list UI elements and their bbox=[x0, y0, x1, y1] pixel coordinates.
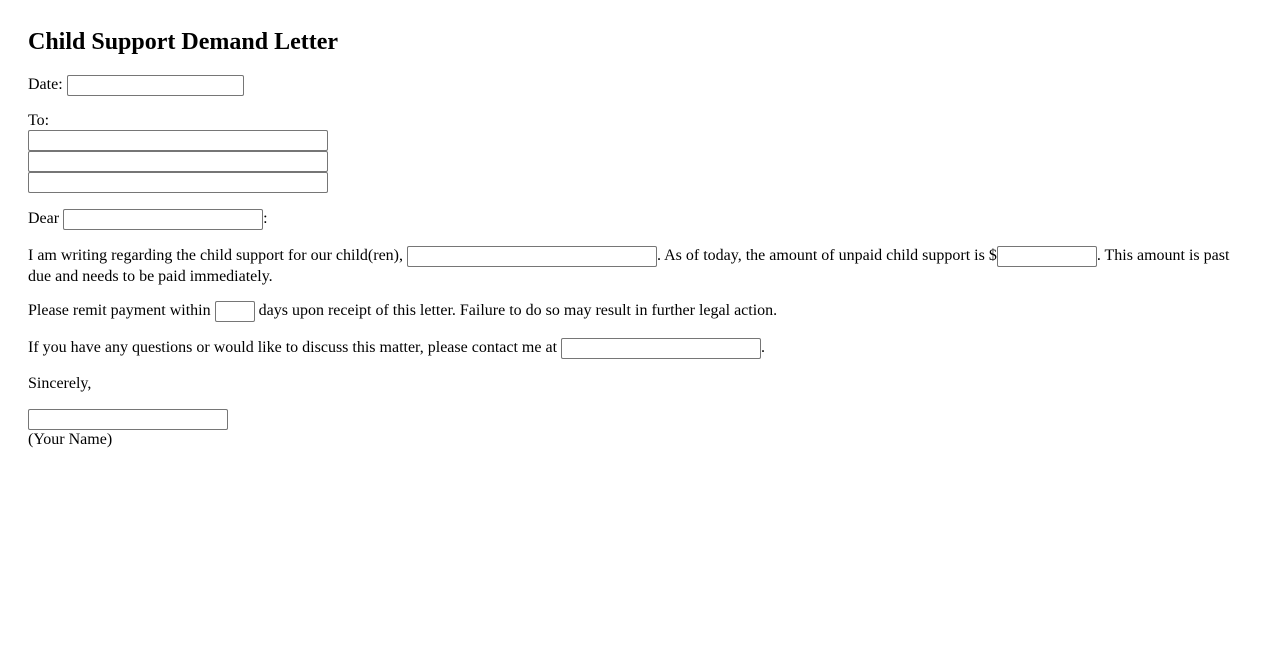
para3-suffix: . bbox=[761, 339, 766, 357]
paragraph-payment-deadline bbox=[28, 301, 777, 322]
amount-owed-input[interactable] bbox=[997, 246, 1097, 267]
salutation-row bbox=[28, 209, 268, 230]
days-input[interactable] bbox=[215, 301, 255, 322]
recipient-line-3-input[interactable] bbox=[28, 172, 328, 193]
dear-suffix: : bbox=[263, 210, 268, 228]
recipient-address-block bbox=[28, 130, 328, 193]
page-title: Child Support Demand Letter bbox=[28, 29, 339, 55]
your-name-input[interactable] bbox=[28, 409, 228, 430]
date-label: Date: bbox=[28, 76, 63, 94]
date-row bbox=[28, 75, 244, 96]
paragraph-amount-owed bbox=[28, 246, 1250, 287]
recipient-line-2-input[interactable] bbox=[28, 151, 328, 172]
paragraph-contact bbox=[28, 338, 765, 359]
your-name-caption: (Your Name) bbox=[28, 431, 113, 448]
para1-text-2: . As of today, the amount of unpaid child support is $ bbox=[657, 247, 997, 265]
recipient-line-1-input[interactable] bbox=[28, 130, 328, 151]
recipient-name-input[interactable] bbox=[63, 209, 263, 230]
para3-text-1: If you have any questions or would like to discuss this matter, please contact me at bbox=[28, 339, 558, 357]
signature-block bbox=[28, 409, 228, 450]
closing-text: Sincerely, bbox=[28, 375, 92, 392]
dear-label: Dear bbox=[28, 210, 60, 228]
para2-text-1: Please remit payment within bbox=[28, 302, 211, 320]
contact-info-input[interactable] bbox=[561, 338, 761, 359]
date-input[interactable] bbox=[67, 75, 244, 96]
para1-text-1: I am writing regarding the child support for our child(ren), bbox=[28, 247, 403, 265]
para1-text-3: . This amount is past due and needs to be paid immediately. bbox=[28, 247, 1230, 285]
para2-text-2: days upon receipt of this letter. Failure to do so may result in further legal action. bbox=[258, 302, 778, 320]
children-names-input[interactable] bbox=[407, 246, 657, 267]
to-label: To: bbox=[28, 112, 50, 129]
